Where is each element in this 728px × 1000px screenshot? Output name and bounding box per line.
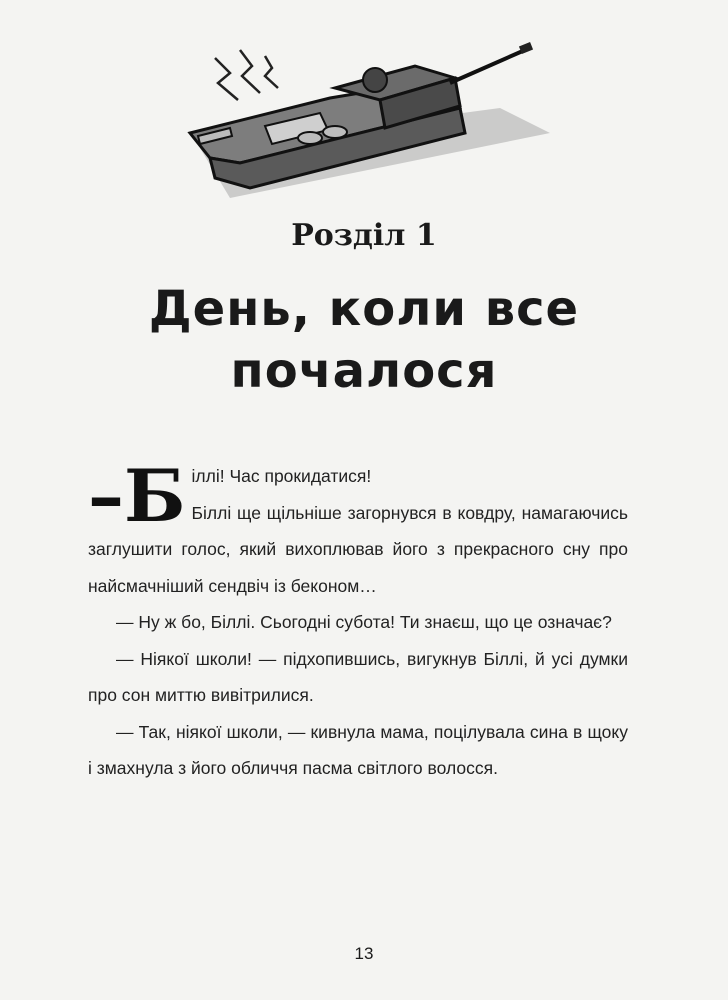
chapter-title-line1: День, коли все bbox=[148, 281, 580, 337]
paragraph-4: — Ніякої школи! — підхопившись, вигукнув Біллі, й усі думки про сон миттю вивітрилися. bbox=[88, 648, 628, 705]
page-number: 13 bbox=[354, 944, 374, 963]
paragraph-2: Біллі ще щільніше загорнувся в ковдру, намагаючись заглушити голос, який вихоплював його з прекрасного сну про найсмачніший сендвіч із беконом… bbox=[88, 502, 628, 596]
chapter-title bbox=[0, 278, 728, 402]
chapter-title-line2: почалося bbox=[230, 343, 498, 399]
drop-cap: –Б bbox=[88, 453, 186, 538]
paragraph-1 bbox=[88, 453, 628, 538]
walkie-talkie-icon bbox=[170, 38, 560, 208]
paragraph-5: — Так, ніякої школи, — кивнула мама, поцілувала сина в щоку і змахнула з його обличчя пасма світлого волосся. bbox=[88, 721, 628, 778]
body-text bbox=[88, 453, 628, 787]
paragraph-3: — Ну ж бо, Біллі. Сьогодні субота! Ти знаєш, що це означає? bbox=[116, 612, 612, 632]
paragraph-1-text: іллі! Час прокидатися! bbox=[191, 466, 372, 486]
chapter-label: Розділ 1 bbox=[291, 218, 437, 253]
